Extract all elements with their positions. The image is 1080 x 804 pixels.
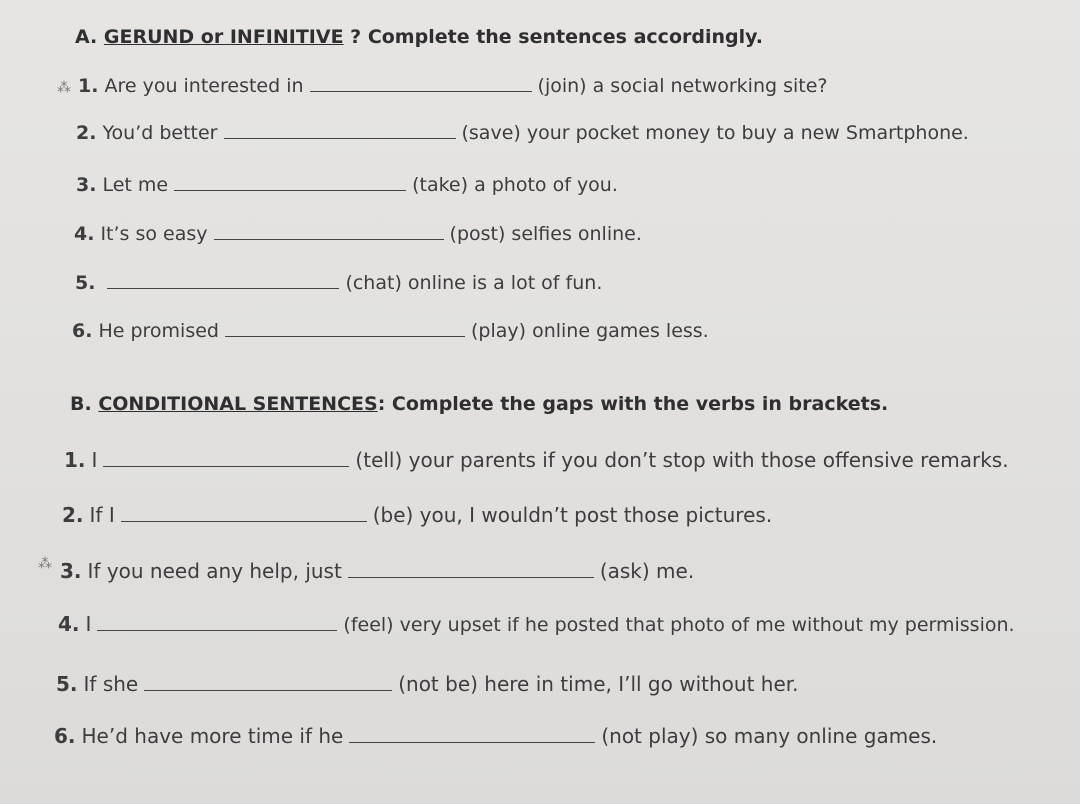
section-a-title-underlined: GERUND or INFINITIVE — [103, 26, 344, 48]
a-item-text: You’d better — [102, 122, 218, 144]
a-answer-blank[interactable] — [107, 270, 339, 289]
a-item-text: He promised — [98, 320, 219, 342]
a-item-text: Are you interested in — [104, 75, 304, 97]
b-item-number: 5. — [56, 672, 78, 696]
b-item-number: 4. — [58, 612, 80, 636]
section-b-prefix: B. — [70, 393, 99, 415]
a-item-1 — [78, 73, 828, 97]
pencil-mark: ⁂ — [38, 556, 52, 572]
b-item-3 — [60, 559, 694, 583]
b-item-text: If she — [83, 672, 139, 696]
section-b-title-rest: : Complete the gaps with the verbs in brackets. — [377, 393, 889, 415]
a-item-number: 5. — [75, 272, 96, 294]
b-item-6 — [54, 724, 937, 748]
b-item-text: I — [85, 612, 92, 636]
a-answer-blank[interactable] — [174, 172, 406, 191]
a-item-text: Let me — [102, 174, 169, 196]
b-item-text: If I — [89, 503, 115, 527]
b-item-hint: (feel) very upset if he posted that photo of me without my permission. — [343, 614, 1015, 636]
b-item-5 — [56, 672, 799, 696]
a-item-2 — [76, 120, 969, 144]
a-answer-blank[interactable] — [214, 221, 444, 240]
a-item-number: 3. — [76, 174, 97, 196]
a-item-hint: (join) a social networking site? — [537, 75, 828, 97]
section-b-heading — [70, 393, 888, 415]
b-item-text: I — [91, 448, 98, 472]
b-answer-blank[interactable] — [121, 503, 367, 522]
a-item-hint: (play) online games less. — [470, 320, 709, 342]
b-item-number: 6. — [54, 724, 76, 748]
b-answer-blank[interactable] — [348, 559, 594, 578]
a-item-3 — [76, 172, 618, 196]
a-answer-blank[interactable] — [310, 73, 532, 92]
a-answer-blank[interactable] — [225, 318, 465, 337]
b-item-1 — [64, 448, 1009, 472]
b-answer-blank[interactable] — [349, 724, 595, 743]
b-item-number: 3. — [60, 559, 82, 583]
b-item-number: 1. — [64, 448, 86, 472]
a-item-hint: (post) selfies online. — [449, 223, 642, 245]
b-item-text: If you need any help, just — [87, 559, 342, 583]
b-answer-blank[interactable] — [103, 448, 349, 467]
b-item-4 — [58, 612, 1015, 636]
a-item-text: It’s so easy — [100, 223, 208, 245]
a-item-hint: (chat) online is a lot of fun. — [345, 272, 603, 294]
b-item-number: 2. — [62, 503, 84, 527]
a-item-number: 2. — [76, 122, 97, 144]
section-a-prefix: A. — [75, 26, 104, 48]
a-item-hint: (save) your pocket money to buy a new Smartphone. — [461, 122, 969, 144]
b-item-hint: (not be) here in time, I’ll go without her. — [398, 672, 799, 696]
a-item-6 — [72, 318, 709, 342]
a-item-4 — [74, 221, 642, 245]
b-item-hint: (not play) so many online games. — [601, 724, 938, 748]
b-answer-blank[interactable] — [97, 612, 337, 631]
b-answer-blank[interactable] — [144, 672, 392, 691]
a-item-number: 1. — [78, 75, 99, 97]
b-item-2 — [62, 503, 772, 527]
pencil-mark: ⁂ — [57, 80, 71, 96]
a-item-5 — [75, 270, 602, 294]
b-item-hint: (tell) your parents if you don’t stop with those offensive remarks. — [355, 448, 1009, 472]
b-item-hint: (be) you, I wouldn’t post those pictures. — [372, 503, 773, 527]
b-item-hint: (ask) me. — [599, 559, 695, 583]
a-item-hint: (take) a photo of you. — [412, 174, 618, 196]
a-item-number: 6. — [72, 320, 93, 342]
section-a-heading — [75, 26, 763, 48]
b-item-text: He’d have more time if he — [81, 724, 344, 748]
section-a-title-rest: ? Complete the sentences accordingly. — [343, 26, 763, 48]
a-answer-blank[interactable] — [224, 120, 456, 139]
a-item-number: 4. — [74, 223, 95, 245]
section-b-title-underlined: CONDITIONAL SENTENCES — [98, 393, 378, 415]
